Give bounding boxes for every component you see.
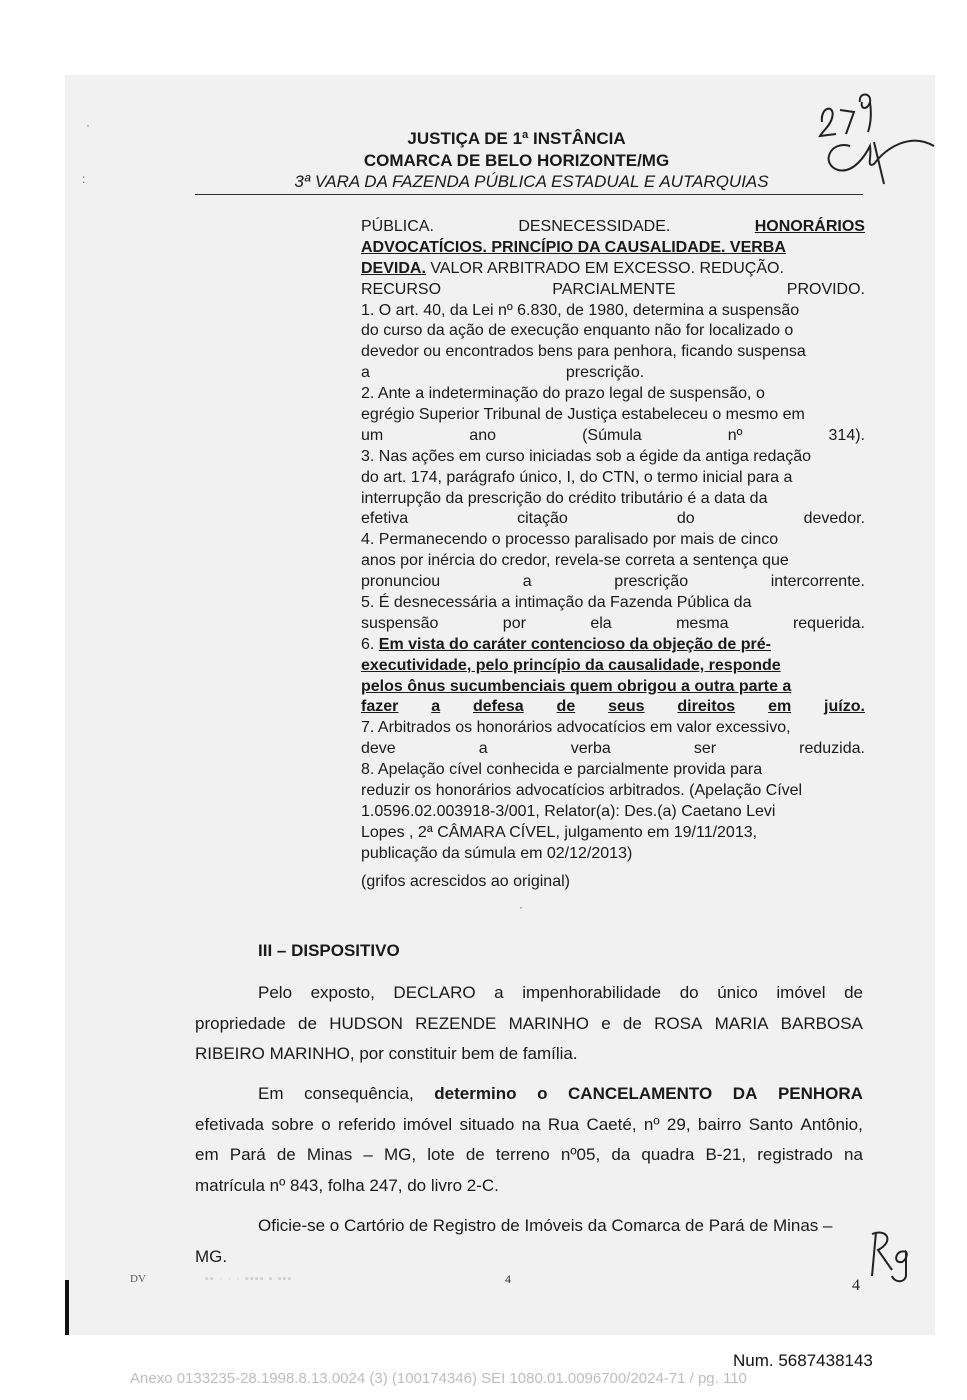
- section-title: III – DISPOSITIVO: [258, 941, 400, 960]
- ementa-line: reduzir os honorários advocatícios arbitrados. (Apelação Cível: [361, 782, 803, 800]
- paragraph-line: propriedade de HUDSON REZENDE MARINHO e de ROSA MARIA BARBOSA: [195, 1013, 863, 1033]
- paragraph-order: [195, 1079, 863, 1201]
- header-rule: [195, 194, 863, 195]
- district-name: COMARCA DE BELO HORIZONTE/MG: [363, 151, 670, 170]
- scan-speck: :: [82, 172, 86, 186]
- ementa-line: pronunciou a prescrição intercorrente.: [361, 573, 865, 591]
- document-number: Num. 5687438143: [733, 1351, 873, 1370]
- ementa-line: Lopes , 2ª CÂMARA CÍVEL, julgamento em 19/11/2013,: [361, 823, 758, 841]
- ementa-line: publicação da súmula em 02/12/2013): [361, 844, 633, 862]
- paragraph-line: matrícula nº 843, folha 247, do livro 2-C.: [195, 1175, 499, 1195]
- scan-edge-mark: [65, 1280, 69, 1335]
- paragraph-line: RIBEIRO MARINHO, por constituir bem de família.: [195, 1044, 578, 1064]
- ementa-line: suspensão por ela mesma requerida.: [361, 614, 865, 632]
- ementa-line: DEVIDA. VALOR ARBITRADO EM EXCESSO. REDUÇÃO.: [361, 259, 784, 277]
- annex-reference: Anexo 0133235-28.1998.8.13.0024 (3) (100174346) SEI 1080.01.0096700/2024-71 / pg. 110: [130, 1370, 747, 1387]
- ementa-line: do art. 174, parágrafo único, I, do CTN, o termo inicial para a: [361, 468, 793, 486]
- ementa-line: PÚBLICA. DESNECESSIDADE. HONORÁRIOS: [361, 218, 865, 235]
- footer-dv: DV: [130, 1273, 146, 1285]
- court-division: 3ª VARA DA FAZENDA PÚBLICA ESTADUAL E AUTARQUIAS: [294, 172, 769, 191]
- paragraph-line: em Pará de Minas – MG, lote de terreno nº05, da quadra B-21, registrado na: [195, 1145, 863, 1165]
- ementa-line: 4. Permanecendo o processo paralisado por mais de cinco: [361, 531, 779, 549]
- ementa-line: do curso da ação de execução enquanto não for localizado o: [361, 322, 794, 340]
- ementa-line: um ano (Súmula nº 314).: [361, 426, 865, 444]
- ementa-line: devedor ou encontrados bens para penhora, ficando suspensa: [361, 343, 806, 361]
- page-number-inner: 4: [505, 1272, 511, 1286]
- paragraph-line: MG.: [195, 1246, 228, 1266]
- ementa-line: 1.0596.02.003918-3/001, Relator(a): Des.(a) Caetano Levi: [361, 802, 776, 820]
- paragraph-line: efetivada sobre o referido imóvel situado na Rua Caeté, nº 29, bairro Santo Antônio,: [195, 1114, 863, 1134]
- ementa-line: deve a verba ser reduzida.: [361, 740, 865, 758]
- ementa-quote: [361, 217, 865, 865]
- ementa-line: executividade, pelo princípio da causalidade, responde: [361, 656, 781, 674]
- ementa-line: 7. Arbitrados os honorários advocatícios em valor excessivo,: [361, 719, 791, 737]
- ementa-line: 2. Ante a indeterminação do prazo legal de suspensão, o: [361, 385, 765, 403]
- court-name: JUSTIÇA DE 1ª INSTÂNCIA: [407, 129, 626, 148]
- ementa-line: anos por inércia do credor, revela-se correta a sentença que: [361, 552, 789, 570]
- paragraph-line: Pelo exposto, DECLARO a impenhorabilidade do único imóvel de: [258, 983, 863, 1002]
- ementa-line: ADVOCATÍCIOS. PRINCÍPIO DA CAUSALIDADE. VERBA: [361, 238, 786, 256]
- ementa-line: 5. É desnecessária a intimação da Fazenda Pública da: [361, 594, 752, 612]
- ementa-line: fazer a defesa de seus direitos em juízo.: [361, 698, 865, 716]
- ementa-line: interrupção da prescrição do crédito tributário é a data da: [361, 489, 768, 507]
- scan-speck: ·: [519, 900, 523, 914]
- ementa-line: RECURSO PARCIALMENTE PROVIDO.: [361, 280, 865, 298]
- paragraph-line: Oficie-se o Cartório de Registro de Imóveis da Comarca de Pará de Minas –: [258, 1216, 833, 1235]
- ementa-line: a prescrição.: [361, 364, 645, 382]
- emphasis-note: (grifos acrescidos ao original): [361, 873, 570, 890]
- scan-speck: ·: [86, 118, 90, 132]
- page-number-outer: 4: [852, 1277, 860, 1294]
- paragraph-declaration: [195, 978, 863, 1070]
- paragraph-office: [195, 1211, 863, 1272]
- footer-faint-code: ▪▪ · · · ▪▪▪▪ ▪ ▪▪▪: [205, 1273, 293, 1285]
- ementa-line: 6. Em vista do caráter contencioso da objeção de pré-: [361, 635, 771, 653]
- ementa-line: egrégio Superior Tribunal de Justiça estabeleceu o mesmo em: [361, 406, 805, 424]
- ementa-line: efetiva citação do devedor.: [361, 510, 865, 528]
- ementa-line: 3. Nas ações em curso iniciadas sob a égide da antiga redação: [361, 447, 812, 465]
- paragraph-line: Em consequência, determino o CANCELAMENTO DA PENHORA: [258, 1084, 863, 1103]
- ementa-line: 8. Apelação cível conhecida e parcialmente provida para: [361, 761, 763, 779]
- ementa-line: pelos ônus sucumbenciais quem obrigou a outra parte a: [361, 677, 792, 695]
- ementa-line: 1. O art. 40, da Lei nº 6.830, de 1980, determina a suspensão: [361, 301, 800, 319]
